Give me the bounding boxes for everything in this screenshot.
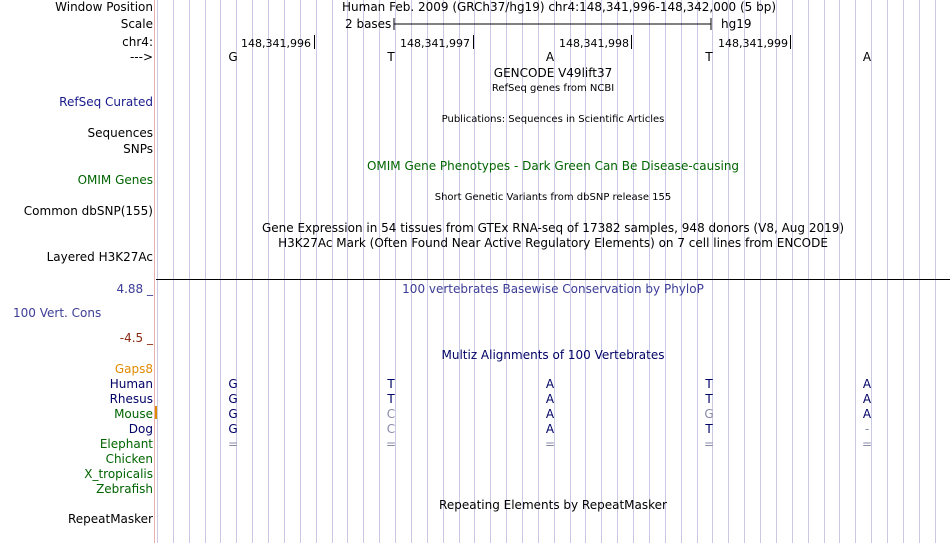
alignment-base: = [227,437,239,451]
position-tick-mark-4 [790,35,791,49]
ref-base: T [705,50,713,64]
h3k27ac-track-title[interactable]: H3K27Ac Mark (Often Found Near Active Regulatory Elements) on 7 cell lines from ENCODE [278,236,828,250]
alignment-base: G [228,407,238,421]
alignment-base: G [228,392,238,406]
position-tick-2: 148,341,997 [400,37,470,50]
alignment-base: T [387,392,395,406]
omim-track-title[interactable]: OMIM Gene Phenotypes - Dark Green Can Be Disease-causing [366,159,740,173]
alignment-base: A [862,377,872,391]
publications-track-title[interactable]: Publications: Sequences in Scientific Articles [441,114,665,125]
phylop-max-label: 4.88 _ [116,282,153,296]
multiz-track-title[interactable]: Multiz Alignments of 100 Vertebrates [441,348,665,362]
alignment-base: T [705,422,713,436]
scale-bar [393,17,713,31]
snps-track-label[interactable]: SNPs [123,142,153,156]
repeatmasker-track-label[interactable]: RepeatMasker [67,512,153,526]
species-label-dog[interactable]: Dog [128,422,153,436]
phylop-track-label[interactable]: 100 Vert. Cons [13,306,102,320]
alignment-base: = [861,437,873,451]
position-tick-mark-2 [473,35,474,49]
dbsnp-track-title[interactable]: Short Genetic Variants from dbSNP release 155 [434,192,672,203]
position-tick-mark-1 [314,35,315,49]
omim-track-label[interactable]: OMIM Genes [77,173,153,187]
gap-marker [155,406,157,419]
alignment-base: = [544,437,556,451]
gaps-label[interactable]: Gaps8 [114,362,153,376]
alignment-base: - [864,422,870,436]
ref-base: G [228,50,238,64]
position-tick-3: 148,341,998 [559,37,629,50]
alignment-base: = [703,437,715,451]
species-label-mouse[interactable]: Mouse [114,407,153,421]
species-label-rhesus[interactable]: Rhesus [109,392,153,406]
window-position-value[interactable]: Human Feb. 2009 (GRCh37/hg19) chr4:148,341,996-148,342,000 (5 bp) [342,0,777,14]
ref-base: A [545,50,555,64]
gencode-track-title[interactable]: GENCODE V49lift37 [493,66,613,80]
position-tick-mark-3 [631,35,632,49]
label-gutter-divider [154,0,155,543]
gtex-track-title[interactable]: Gene Expression in 54 tissues from GTEx RNA-seq of 17382 samples, 948 donors (V8, Aug 2019) [261,221,845,235]
ref-base: A [862,50,872,64]
repeatmasker-track-title[interactable]: Repeating Elements by RepeatMasker [439,498,667,512]
species-label-human[interactable]: Human [109,377,153,391]
alignment-base: T [705,392,713,406]
alignment-base: A [862,407,872,421]
species-label-chicken[interactable]: Chicken [105,452,153,466]
alignment-base: A [545,377,555,391]
scale-label: Scale [120,17,153,31]
chrom-label: chr4: [122,35,153,49]
species-label-zebrafish[interactable]: Zebrafish [96,482,153,496]
alignment-base: T [705,377,713,391]
species-label-x_tropicalis[interactable]: X_tropicalis [84,467,153,481]
position-tick-4: 148,341,999 [718,37,788,50]
alignment-base: C [386,422,396,436]
h3k27ac-baseline [156,279,950,280]
ref-base: T [387,50,395,64]
refseq-track-title[interactable]: RefSeq genes from NCBI [491,83,615,94]
alignment-base: A [862,392,872,406]
alignment-base: T [387,377,395,391]
alignment-base: C [386,407,396,421]
alignment-base: G [704,407,714,421]
scale-assembly-text: hg19 [721,17,752,31]
alignment-base: G [228,377,238,391]
phylop-track-title[interactable]: 100 vertebrates Basewise Conservation by PhyloP [402,282,704,296]
scale-bases-text: 2 bases [345,17,392,31]
sequences-track-label[interactable]: Sequences [87,126,153,140]
alignment-base: A [545,407,555,421]
h3k27ac-track-label[interactable]: Layered H3K27Ac [46,250,153,264]
alignment-base: A [545,422,555,436]
phylop-min-label: -4.5 _ [119,331,153,345]
refseq-track-label[interactable]: RefSeq Curated [59,95,153,109]
alignment-base: G [228,422,238,436]
species-label-elephant[interactable]: Elephant [99,437,153,451]
alignment-base: A [545,392,555,406]
window-position-label: Window Position [55,0,153,14]
alignment-base: = [385,437,397,451]
strand-label[interactable]: ---> [129,50,153,64]
dbsnp-track-label[interactable]: Common dbSNP(155) [23,204,153,218]
position-tick-1: 148,341,996 [241,37,311,50]
